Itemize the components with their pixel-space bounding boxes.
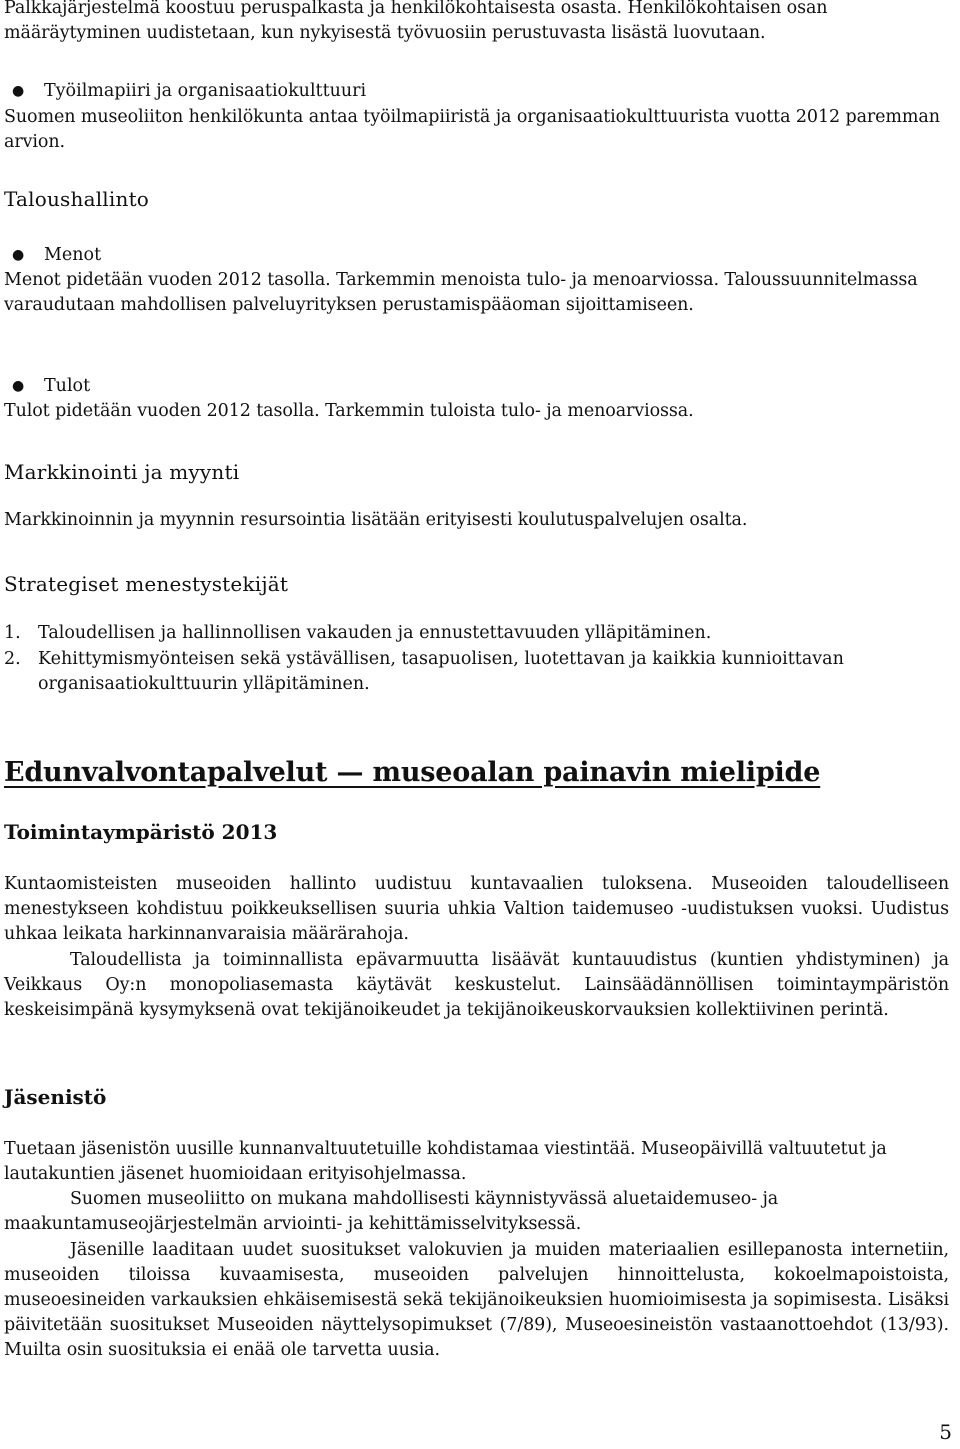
jasenisto-paragraph-3: Jäsenille laaditaan uudet suositukset valokuvien ja muiden materiaalien esillepanosta internetiin, museoiden tiloissa kuvaamisesta, museoiden palvelujen hinnoittelusta, kokoelmapoistoista, museoesineiden varkauksien ehkäisemisestä sekä tekijänoikeuksien huomioimisesta ja sopimisesta. Lisäksi päivitetään suositukset Museoiden näyttelysopimukset (7/89), Museoesineistön vastaanottoehdot (13/93). Muilta osin suosituksia ei enää ole tarvetta uusia. (4, 1240, 949, 1360)
chapter-title: Edunvalvontapalvelut — museoalan painavin mielipide (4, 757, 821, 788)
intro-paragraph: Palkkajärjestelmä koostuu peruspalkasta ja henkilökohtaisesta osasta. Henkilökohtaisen osan määräytyminen uudistetaan, kun nykyisestä työvuosiin perustuvasta lisästä luovutaan. (4, 0, 828, 43)
section-heading-taloushallinto: Taloushallinto (4, 187, 150, 211)
section-heading-markkinointi: Markkinointi ja myynti (4, 460, 240, 484)
bullet-label: Työilmapiiri ja organisaatiokulttuuri (44, 81, 367, 101)
tulot-paragraph: Tulot pidetään vuoden 2012 tasolla. Tarkemmin tuloista tulo- ja menoarviossa. (4, 401, 694, 421)
bullet-label: Tulot (44, 376, 91, 396)
menot-paragraph: Menot pidetään vuoden 2012 tasolla. Tarkemmin menoista tulo- ja menoarviossa. Taloussuunnitelmassa varaudutaan mahdollisen palveluyrityksen perustamispääoman sijoittamiseen. (4, 270, 918, 315)
bullet-icon: ● (12, 378, 25, 394)
toimintaymparisto-paragraph-1: Kuntaomisteisten museoiden hallinto uudistuu kuntavaalien tuloksena. Museoiden taloudelliseen menestykseen kohdistuu poikkeuksellisen suuria uhkia Valtion taidemuseo -uudistuksen vuoksi. Uudistus uhkaa leikata harkinnanvaraisia määrärahoja. (4, 874, 949, 944)
bullet-icon: ● (12, 247, 25, 263)
item-text: Taloudellisen ja hallinnollisen vakauden ja ennustettavuuden ylläpitäminen. (38, 623, 712, 643)
jasenisto-paragraph-2: Suomen museoliitto on mukana mahdollisesti käynnistyvässä aluetaidemuseo- ja maakuntamuseojärjestelmän arviointi- ja kehittämisselvityksessä. (4, 1189, 779, 1234)
toimintaymparisto-paragraph-2: Taloudellista ja toiminnallista epävarmuutta lisäävät kuntauudistus (kuntien yhdistyminen) ja Veikkaus Oy:n monopoliasemasta käytävät keskustelut. Lainsäädännöllisen toimintaympäristön keskeisimpänä kysymyksenä ovat tekijänoikeudet ja tekijänoikeuskorvauksien kollektiivinen perintä. (4, 950, 949, 1020)
section-heading-jasenisto: Jäsenistö (4, 1085, 107, 1109)
section-heading-strategiset: Strategiset menestystekijät (4, 572, 289, 596)
section-heading-toimintaymparisto: Toimintaympäristö 2013 (4, 820, 278, 844)
bullet-label: Menot (44, 245, 102, 265)
markkinointi-paragraph: Markkinoinnin ja myynnin resursointia lisätään erityisesti koulutuspalvelujen osalta. (4, 510, 748, 530)
item-number: 1. (4, 623, 21, 643)
item-number: 2. (4, 649, 21, 669)
page-number: 5 (939, 1420, 952, 1444)
tyoilmapiiri-paragraph: Suomen museoliiton henkilökunta antaa työilmapiiristä ja organisaatiokulttuurista vuotta 2012 paremman arvion. (4, 107, 940, 152)
item-text: Kehittymismyönteisen sekä ystävällisen, tasapuolisen, luotettavan ja kaikkia kunnioittavan organisaatiokulttuurin ylläpitäminen. (38, 649, 844, 694)
bullet-icon: ● (12, 83, 25, 99)
jasenisto-paragraph-1: Tuetaan jäsenistön uusille kunnanvaltuutetuille kohdistamaa viestintää. Museopäivillä valtuutetut ja lautakuntien jäsenet huomioidaan erityisohjelmassa. (4, 1139, 887, 1184)
